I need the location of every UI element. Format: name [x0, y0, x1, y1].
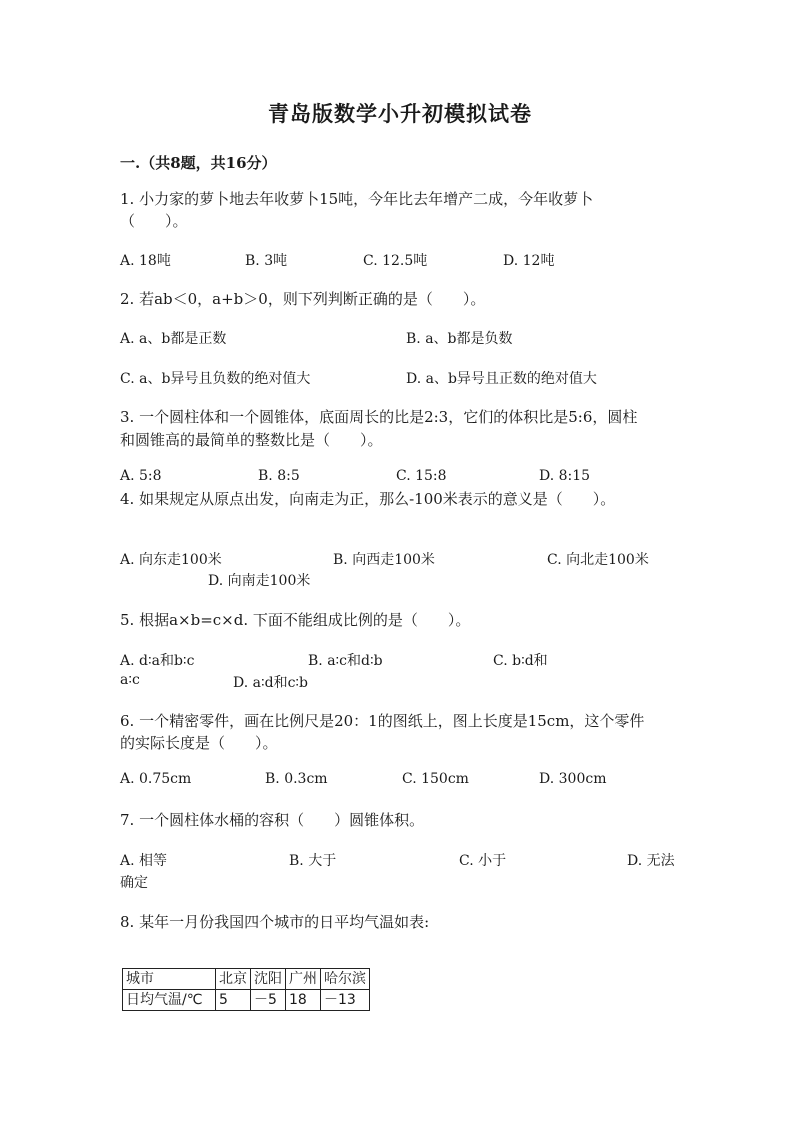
question-6-text: 6. 一个精密零件，画在比例尺是20：1的图纸上，图上长度是15cm，这个零件 — [120, 712, 645, 730]
table-header-cell: 广州 — [286, 969, 321, 990]
temperature-table — [122, 968, 370, 1011]
question-3-option-d: D. 8:15 — [539, 468, 591, 484]
question-3-option-c: C. 15:8 — [396, 468, 447, 484]
table-header-cell: 城市 — [123, 969, 216, 990]
section-heading: 一.（共8题，共16分） — [120, 154, 277, 172]
question-5-option-a: A. d∶a和b∶c — [120, 653, 195, 669]
question-2-option-a: A. a、b都是正数 — [120, 331, 227, 347]
question-7-option-b: B. 大于 — [289, 853, 337, 869]
table-header-cell: 沈阳 — [251, 969, 286, 990]
question-4-option-c: C. 向北走100米 — [547, 552, 649, 568]
page-title: 青岛版数学小升初模拟试卷 — [268, 101, 532, 126]
question-1-text-cont: （ ）。 — [120, 212, 188, 230]
question-2-text: 2. 若ab＜0，a+b＞0，则下列判断正确的是（ ）。 — [120, 290, 486, 308]
question-7-option-c: C. 小于 — [459, 853, 507, 869]
question-6-text-cont: 的实际长度是（ ）。 — [120, 734, 278, 752]
question-6-option-d: D. 300cm — [539, 771, 607, 787]
table-cell: 18 — [286, 990, 321, 1011]
question-2-option-c: C. a、b异号且负数的绝对值大 — [120, 371, 311, 387]
question-7-option-d: D. 无法 — [627, 853, 675, 869]
table-header-cell: 北京 — [216, 969, 251, 990]
table-row — [123, 969, 370, 990]
question-8-text: 8. 某年一月份我国四个城市的日平均气温如表: — [120, 913, 430, 931]
question-3-option-b: B. 8:5 — [258, 468, 300, 484]
question-4-option-d: D. 向南走100米 — [208, 573, 311, 589]
question-7-option-a: A. 相等 — [120, 853, 168, 869]
table-cell: 5 — [216, 990, 251, 1011]
question-2-option-d: D. a、b异号且正数的绝对值大 — [406, 371, 597, 387]
question-4-text: 4. 如果规定从原点出发，向南走为正，那么-100米表示的意义是（ ）。 — [120, 490, 616, 508]
table-row — [123, 990, 370, 1011]
question-2-option-b: B. a、b都是负数 — [406, 331, 513, 347]
question-6-option-c: C. 150cm — [402, 771, 469, 787]
question-5-option-b: B. a∶c和d∶b — [308, 653, 383, 669]
question-4-option-a: A. 向东走100米 — [120, 552, 222, 568]
question-5-option-c-cont: a∶c — [120, 672, 140, 688]
table-cell: －13 — [321, 990, 370, 1011]
question-5-option-d: D. a∶d和c∶b — [233, 675, 309, 691]
question-3-text-cont: 和圆锥高的最简单的整数比是（ ）。 — [120, 431, 383, 449]
question-1-option-d: D. 12吨 — [503, 253, 555, 269]
table-cell: －5 — [251, 990, 286, 1011]
question-1-text: 1. 小力家的萝卜地去年收萝卜15吨，今年比去年增产二成，今年收萝卜 — [120, 190, 594, 208]
question-5-option-c: C. b∶d和 — [493, 653, 548, 669]
question-5-text: 5. 根据a×b=c×d. 下面不能组成比例的是（ ）。 — [120, 611, 471, 629]
question-6-option-b: B. 0.3cm — [265, 771, 328, 787]
question-6-option-a: A. 0.75cm — [120, 771, 192, 787]
table-header-cell: 哈尔滨 — [321, 969, 370, 990]
question-1-option-a: A. 18吨 — [120, 253, 171, 269]
question-1-option-b: B. 3吨 — [245, 253, 288, 269]
question-3-text: 3. 一个圆柱体和一个圆锥体，底面周长的比是2:3，它们的体积比是5:6，圆柱 — [120, 408, 638, 426]
question-4-option-b: B. 向西走100米 — [333, 552, 435, 568]
question-7-option-d-cont: 确定 — [120, 875, 148, 891]
question-7-text: 7. 一个圆柱体水桶的容积（ ）圆锥体积。 — [120, 811, 425, 829]
question-1-option-c: C. 12.5吨 — [363, 253, 428, 269]
question-3-option-a: A. 5:8 — [120, 468, 162, 484]
table-cell: 日均气温/℃ — [123, 990, 216, 1011]
